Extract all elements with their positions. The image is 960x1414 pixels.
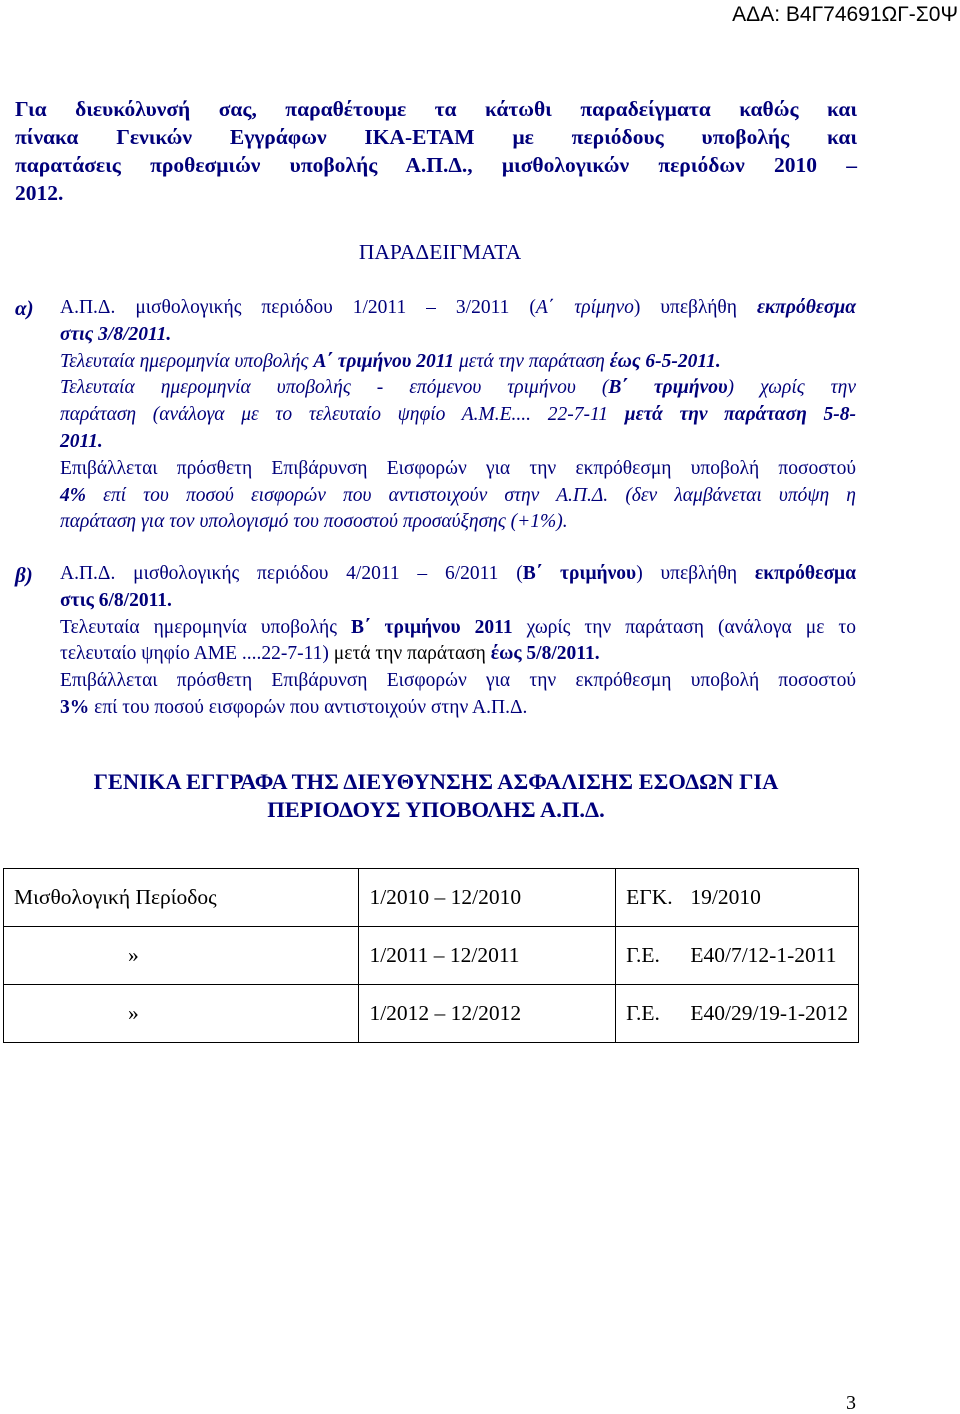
- document-ada-code: ΑΔΑ: Β4Γ74691ΩΓ-Σ0Ψ: [732, 3, 958, 26]
- example-b-line-4: τελευταίο ψηφίο ΑΜΕ ....22-7-11) μετά την παράταση έως 5/8/2011.: [60, 643, 600, 665]
- table-row: [4, 869, 859, 927]
- intro-line: Για διευκόλυνσή σας, παραθέτουμε τα κάτωθι παραδείγματα καθώς και: [15, 97, 857, 121]
- example-a-line-7: Επιβάλλεται πρόσθετη Επιβάρυνση Εισφορών για την εκπρόθεσμη υποβολή ποσοστού: [60, 457, 856, 479]
- table-row: [4, 927, 859, 985]
- intro-line: 2012.: [15, 181, 64, 205]
- example-b-line-2: στις 6/8/2011.: [60, 589, 172, 611]
- table-cell-doc-type: Γ.Ε.: [616, 927, 691, 985]
- table-cell-doc-number: Ε40/29/19-1-2012: [690, 985, 858, 1043]
- intro-line: πίνακα Γενικών Εγγράφων ΙΚΑ-ΕΤΑΜ με περιόδους υποβολής και: [15, 125, 857, 149]
- example-b-line-6: 3% επί του ποσού εισφορών που αντιστοιχούν στην Α.Π.Δ.: [60, 696, 528, 718]
- table-cell-period: 1/2010 – 12/2010: [359, 869, 616, 927]
- table-cell-doc-number: 19/2010: [690, 869, 858, 927]
- table-cell-label: »: [4, 927, 359, 985]
- example-a-line-5: παράταση (ανάλογα με το τελευταίο ψηφίο Α.Μ.Ε.... 22-7-11 μετά την παράταση 5-8-: [60, 404, 856, 426]
- table-cell-label: Μισθολογική Περίοδος: [4, 869, 359, 927]
- example-b-paragraph: [60, 561, 856, 722]
- table-cell-period: 1/2011 – 12/2011: [359, 927, 616, 985]
- example-a-line-6: 2011.: [60, 430, 103, 452]
- example-a-line-2: στις 3/8/2011.: [60, 323, 172, 345]
- table-row: [4, 985, 859, 1043]
- example-a-line-9: παράταση για τον υπολογισμό του ποσοστού προσαύξησης (+1%).: [60, 511, 568, 533]
- examples-heading: ΠΑΡΑΔΕΙΓΜΑΤΑ: [358, 240, 522, 264]
- table-cell-doc-type: ΕΓΚ.: [616, 869, 691, 927]
- example-b-line-1: Α.Π.Δ. μισθολογικής περιόδου 4/2011 – 6/2011 (Β΄ τριμήνου) υπεβλήθη εκπρόθεσμα: [60, 563, 856, 584]
- example-a-label: α): [15, 296, 34, 320]
- example-a-paragraph: [60, 295, 856, 536]
- example-a-line-1: Α.Π.Δ. μισθολογικής περιόδου 1/2011 – 3/2011 (Α΄ τρίμηνο) υπεβλήθη εκπρόθεσμα: [60, 297, 856, 318]
- example-a-line-4: Τελευταία ημερομηνία υποβολής - επόμενου τριμήνου (Β΄ τριμήνου) χωρίς την: [60, 377, 856, 399]
- page-number: 3: [846, 1392, 856, 1414]
- example-a-line-8: 4% επί του ποσού εισφορών που αντιστοιχούν στην Α.Π.Δ. (δεν λαμβάνεται υπόψη η: [60, 484, 856, 506]
- intro-line: παρατάσεις προθεσμιών υποβολής Α.Π.Δ., μισθολογικών περιόδων 2010 –: [15, 153, 857, 177]
- example-b-line-3: Τελευταία ημερομηνία υποβολής Β΄ τριμήνου 2011 χωρίς την παράταση (ανάλογα με το: [60, 616, 857, 638]
- table-cell-doc-number: Ε40/7/12-1-2011: [690, 927, 858, 985]
- intro-paragraph: [15, 95, 857, 207]
- table-cell-doc-type: Γ.Ε.: [616, 985, 691, 1043]
- table-cell-label: »: [4, 985, 359, 1043]
- example-b-label: β): [15, 563, 33, 587]
- table-cell-period: 1/2012 – 12/2012: [359, 985, 616, 1043]
- example-a-line-3: Τελευταία ημερομηνία υποβολής Α΄ τριμήνου 2011 μετά την παράταση έως 6-5-2011.: [60, 350, 721, 372]
- general-documents-title: ΓΕΝΙΚΑ ΕΓΓΡΑΦΑ ΤΗΣ ΔΙΕΥΘΥΝΣΗΣ ΑΣΦΑΛΙΣΗΣ ΕΣΟΔΩΝ ΓΙΑ ΠΕΡΙΟΔΟΥΣ ΥΠΟΒΟΛΗΣ Α.Π.Δ.: [93, 769, 779, 822]
- general-documents-table: [3, 868, 859, 1043]
- example-b-line-5: Επιβάλλεται πρόσθετη Επιβάρυνση Εισφορών για την εκπρόθεσμη υποβολή ποσοστού: [60, 670, 856, 692]
